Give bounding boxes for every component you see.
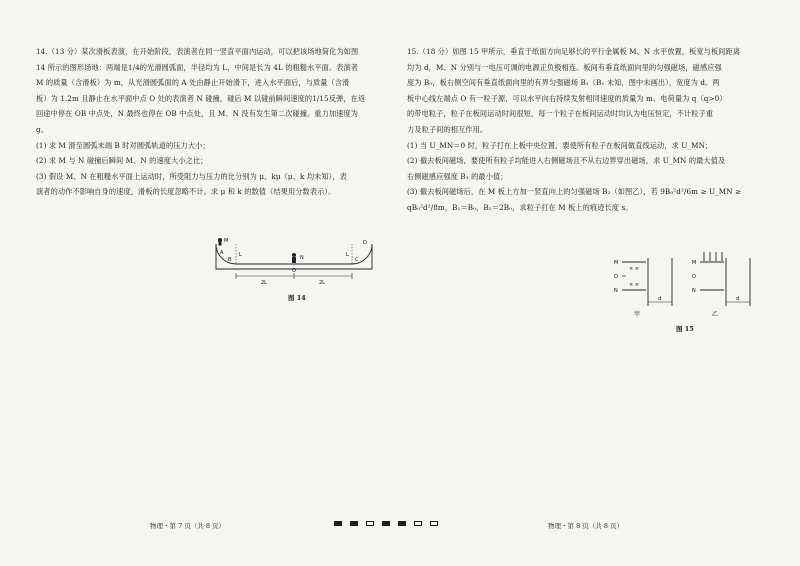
fig15-yi-label-M: M [692, 260, 697, 266]
label-N: N [300, 255, 304, 261]
fig15-jia-label-M: M [614, 260, 619, 266]
footer-left: 物理・第 7 页（共 8 页） [150, 522, 226, 530]
label-L-left: L [239, 252, 242, 258]
filled-mark-icon [398, 521, 406, 526]
q15-line: 的带电粒子，粒子在板间运动时间很短，每一个粒子在板间运动时均认为电压恒定，不计粒子重 [407, 109, 714, 119]
label-D: D [363, 240, 367, 246]
footer-right: 物理・第 8 页（共 8 页） [548, 522, 624, 530]
outlined-mark-icon [430, 521, 438, 526]
label-O: O [292, 268, 296, 274]
outlined-mark-icon [366, 521, 374, 526]
label-A: A [220, 250, 224, 256]
q14-line: M 的质量（含滑板）为 m，从光滑圆弧面的 A 处由静止开始滑下，进入水平面后，与质量（含滑 [36, 78, 350, 88]
figure-15-caption: 图 15 [676, 325, 694, 333]
q14-line: g。 [36, 124, 48, 134]
question-14 [36, 44, 386, 200]
q14-subquestion-1: (1) 求 M 滑至圆弧末端 B 时对圆弧轨道的压力大小； [36, 140, 210, 150]
q15-line: 15.（18 分）如图 15 甲所示，垂直于纸面方向足够长的平行金属板 M、N 水平放置，板宽与板间距离 [407, 47, 741, 56]
fig15-yi-label-O: O [692, 274, 696, 280]
q14-line: 14.（13 分）某次滑板表演，在开始阶段，表演者在同一竖直平面内运动，可以把该场地简化为如图 [36, 47, 359, 56]
fig15-jia-label-N: N [614, 288, 618, 294]
q15-line: 度为 B₀，板右侧空间有垂直纸面向里的有界匀强磁场 B₁（B₁ 未知，图中未画出），宽度为 d。两 [407, 78, 720, 88]
fig15-jia-label-O: O [614, 274, 618, 280]
fig15-jia-caption: 甲 [634, 311, 641, 318]
fig15-yi-label-d: d [736, 296, 740, 302]
q15-subquestion-1: (1) 当 U_MN＝0 时，粒子打在上板中央位置，要使所有粒子在板间做直线运动，求 U_MN； [407, 140, 713, 150]
q15-line: 板中心线左端点 O 有一粒子源，可以水平向右持续发射相同速度的质量为 m、电荷量为 q（q>0） [407, 93, 727, 103]
svg-text:× ×: × × [629, 266, 639, 272]
figure-15-yi [690, 252, 770, 324]
q15-line: 右侧磁感应强度 B₁ 的最小值； [407, 171, 508, 181]
q15-line: qB₀²d²/8m，B₁＝B₀，B₂＝2B₀，求粒子打在 M 板上的痕迹长度 s。 [407, 202, 633, 212]
fig15-yi-caption: 乙 [712, 311, 719, 318]
label-2L-right: 2L [319, 280, 325, 286]
q14-subquestion-3: (3) 假设 M、N 在粗糙水平面上运动时，所受阻力与压力的比分别为 μ、kμ（μ、k 均未知），表 [36, 171, 347, 181]
q14-subquestion-2: (2) 求 M 与 N 碰撞后瞬间 M、N 的速度大小之比； [36, 156, 208, 166]
q15-line: 均为 d，M、N 分别与一电压可调的电源正负极相连。板间有垂直纸面向里的匀强磁场，磁感应强 [407, 62, 722, 72]
label-M: M [224, 238, 229, 244]
figure-14-caption: 图 14 [288, 294, 306, 302]
label-L-right: L [346, 252, 349, 258]
label-C: C [355, 257, 359, 263]
q15-subquestion-3: (3) 撤去板间磁场后，在 M 板上方加一竖直向上的匀强磁场 B₂（如图乙），若 9B₀²d²/6m ≥ U_MN ≥ [407, 187, 742, 197]
q14-line: 板）为 1.2m 且静止在水平面中点 O 处的表演者 N 碰撞，碰后 M 以碰前瞬间速度的1/15反弹，在返 [36, 93, 366, 103]
question-15 [407, 44, 767, 216]
label-B: B [228, 257, 232, 263]
label-2L-left: 2L [261, 280, 267, 286]
filled-mark-icon [334, 521, 342, 526]
q14-line: 演者的动作不影响自身的速度，滑板的长度忽略不计。求 μ 和 k 的数值（结果用分数表示）。 [36, 187, 336, 197]
figure-15-jia [612, 256, 682, 324]
q15-line: 力及粒子间的相互作用。 [407, 124, 488, 134]
q15-subquestion-2: (2) 撤去板间磁场，要使所有粒子均能进入右侧磁场且不从右边界穿出磁场，求 U_MN 的最大值及 [407, 156, 726, 166]
q14-line: 回途中停在 OB 中点处，N 最终也停在 OB 中点处，且 M、N 没有发生第二次碰撞。重力加速度为 [36, 109, 359, 119]
q14-line: 14 所示的图形场地：两端是1/4的光滑圆弧面，半径均为 L，中间是长为 4L 的粗糙水平面。表演者 [36, 62, 359, 72]
outlined-mark-icon [414, 521, 422, 526]
fig15-jia-label-d: d [658, 296, 662, 302]
filled-mark-icon [382, 521, 390, 526]
svg-text:× ×: × × [629, 282, 639, 288]
fig15-yi-label-N: N [692, 288, 696, 294]
filled-mark-icon [350, 521, 358, 526]
figure-14 [212, 236, 377, 291]
